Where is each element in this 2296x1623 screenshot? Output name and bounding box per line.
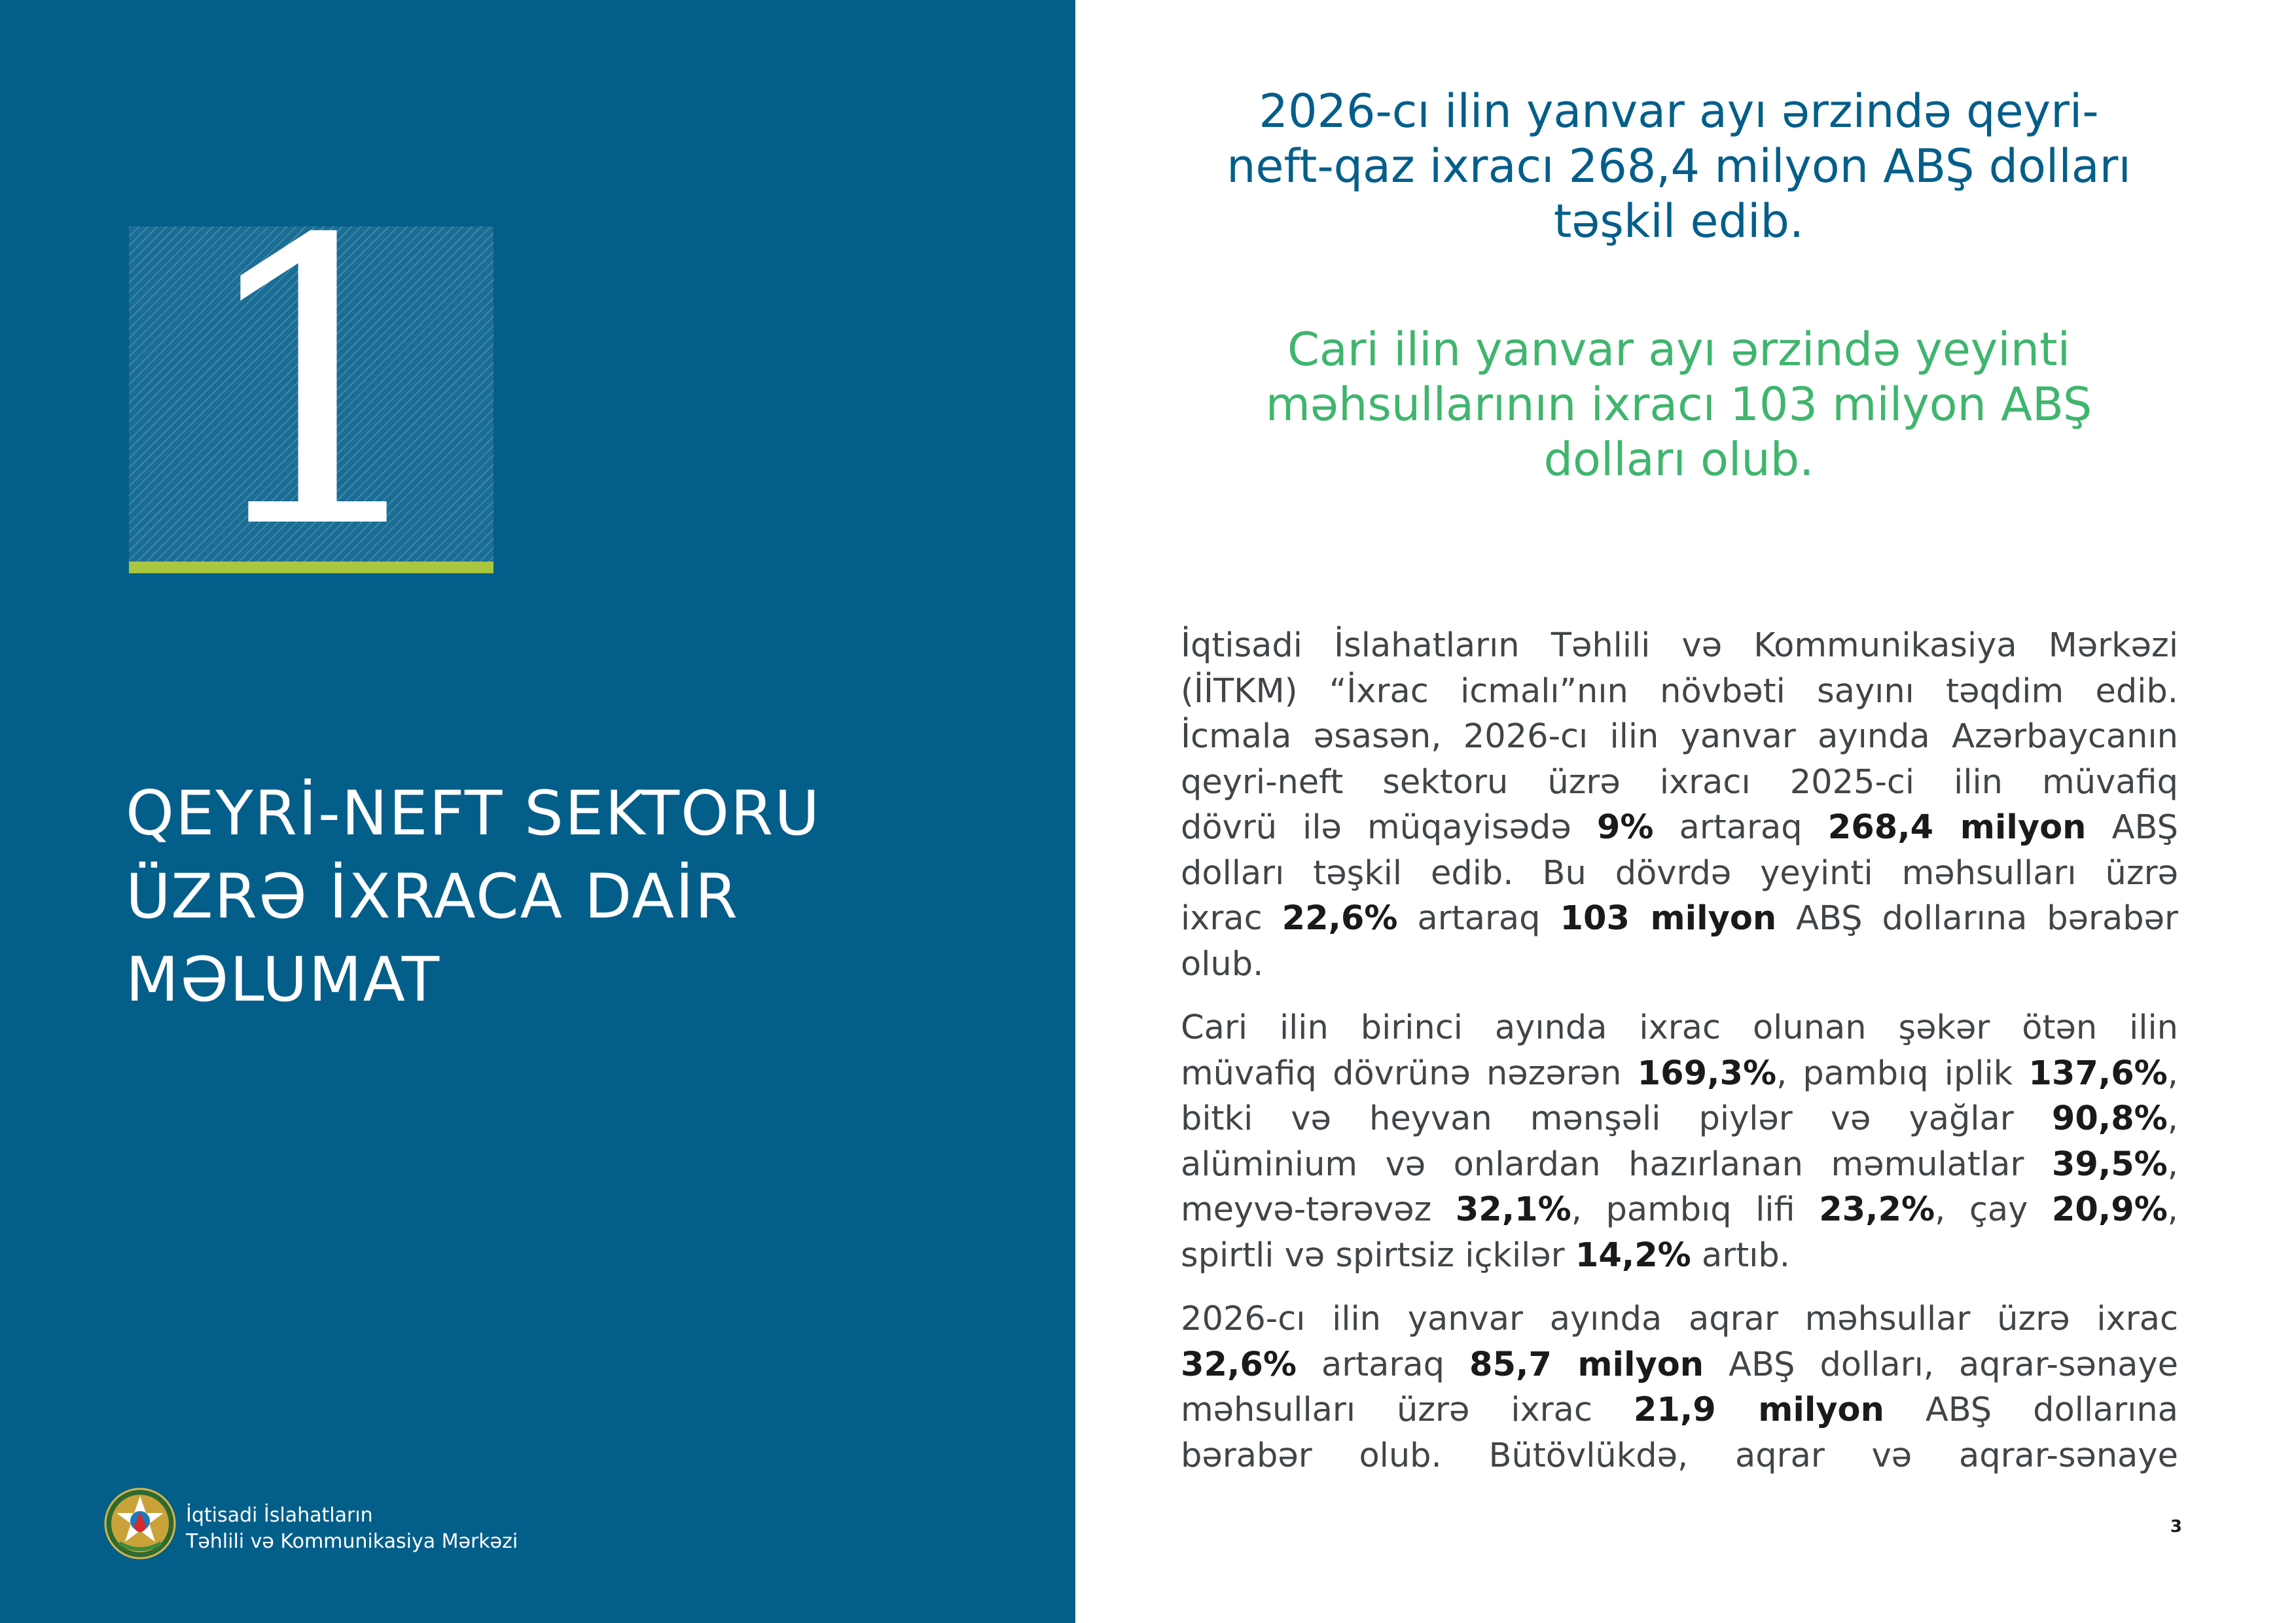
body-text-run: ABŞ dollarına [1884,1391,2179,1429]
headline-line: 2026-cı ilin yanvar ayı ərzində qeyri- [1259,84,2099,138]
highlight-figure: 20,9% [2051,1190,2168,1229]
body-text-run: , [2167,1099,2178,1138]
highlight-figure: 39,5% [2051,1145,2168,1184]
body-text-run: artaraq [1653,808,1828,847]
azerbaijan-emblem-icon [103,1487,177,1560]
body-line [1181,1387,2178,1433]
body-line [1181,942,2178,988]
section-title-line: ÜZRƏ İXRACA DAİR [126,861,739,933]
body-text-run: olub. [1181,944,1264,984]
highlight-figure: 22,6% [1282,899,1398,938]
body-text-run: artaraq [1296,1345,1470,1384]
body-line [1181,1187,2178,1233]
body-text-run: Cari ilin birinci ayında ixrac olunan şəkər ötən ilin [1181,1008,2178,1047]
highlight-figure: 14,2% [1575,1236,1691,1275]
body-text-run: , pambıq lifi [1571,1190,1820,1229]
organization-name [186,1503,518,1555]
body-text-run: , [2167,1145,2178,1184]
body-text-run: meyvə-tərəvəz [1181,1190,1456,1229]
body-text-run: müvafiq dövrünə nəzərən [1181,1054,1638,1093]
body-line [1181,1005,2178,1051]
body-text-run: İqtisadi İslahatların Təhlili və Kommunikasiya Mərkəzi [1181,626,2178,665]
body-text-run: spirtli və spirtsiz içkilər [1181,1236,1575,1275]
organization-name-line: İqtisadi İslahatların [186,1504,373,1527]
body-text-run: ABŞ [2086,808,2178,847]
highlight-figure: 169,3% [1637,1054,1777,1093]
body-line [1181,1296,2178,1342]
highlight-figure: 23,2% [1819,1190,1935,1229]
body-text-run: ixrac [1181,899,1282,938]
highlight-figure: 103 milyon [1560,899,1777,938]
body-text-run: dolları təşkil edib. Bu dövrdə yeyinti məhsulları üzrə [1181,853,2178,893]
headline-food-export [1165,322,2193,487]
highlight-figure: 32,1% [1455,1190,1571,1229]
highlight-figure: 85,7 milyon [1469,1345,1704,1384]
body-text-run: qeyri-neft sektoru üzrə ixracı 2025-ci ilin müvafiq [1181,762,2178,802]
organization-name-line: Təhlili və Kommunikasiya Mərkəzi [186,1530,518,1553]
body-line [1181,896,2178,942]
body-text-run: artaraq [1397,899,1560,938]
body-line [1181,669,2178,715]
headline-line: təşkil edib. [1553,194,1804,248]
body-paragraph [1181,623,2178,987]
body-text-run: 2026-cı ilin yanvar ayında aqrar məhsullar üzrə ixrac [1181,1300,2178,1338]
body-text-run: , pambıq iplik [1776,1054,2029,1093]
body-text-run: ABŞ dolları, aqrar-sənaye [1704,1345,2178,1384]
body-text [1181,623,2178,1497]
body-text-run: , [2167,1190,2179,1229]
highlight-figure: 90,8% [2051,1099,2168,1138]
body-text-run: İcmala əsasən, 2026-cı ilin yanvar ayında Azərbaycanın [1181,717,2178,756]
body-text-run: bərabər olub. Bütövlükdə, aqrar və aqrar-sənaye [1181,1436,2178,1475]
body-line [1181,1142,2178,1188]
section-title [126,772,1042,1022]
highlight-figure: 21,9 milyon [1633,1391,1884,1429]
page-number: 3 [2170,1517,2182,1537]
highlight-figure: 268,4 milyon [1827,808,2087,847]
body-text-run: məhsulları üzrə ixrac [1181,1391,1634,1429]
body-line [1181,623,2178,669]
section-title-line: MƏLUMAT [126,944,441,1016]
body-text-run: alüminium və onlardan hazırlanan məmulatlar [1181,1145,2052,1184]
body-text-run: , çay [1935,1190,2052,1229]
body-line [1181,1233,2178,1279]
body-line [1181,1342,2178,1388]
body-line [1181,1096,2178,1142]
highlight-figure: 137,6% [2028,1054,2168,1093]
highlight-figure: 32,6% [1181,1345,1297,1384]
body-text-run: artıb. [1691,1236,1790,1275]
headline-line: neft-qaz ixracı 268,4 milyon ABŞ dolları [1227,139,2131,193]
body-text-run: dövrü ilə müqayisədə [1181,808,1597,847]
body-line [1181,1051,2178,1097]
headline-line: dolları olub. [1543,433,1814,486]
body-line [1181,805,2178,851]
chapter-number: 1 [192,157,442,615]
body-line [1181,1433,2178,1479]
body-line [1181,851,2178,897]
body-line [1181,760,2178,806]
body-paragraph [1181,1296,2178,1478]
highlight-figure: 9% [1596,808,1654,847]
body-line [1181,714,2178,760]
headline-line: Cari ilin yanvar ayı ərzində yeyinti [1287,323,2071,376]
section-title-line: QEYRİ-NEFT SEKTORU [126,778,821,849]
body-text-run: , [2167,1054,2178,1093]
body-text-run: (İİTKM) “İxrac icmalı”nın növbəti sayını təqdim edib. [1181,671,2178,711]
left-cover-panel [0,0,1075,1623]
headline-line: məhsullarının ixracı 103 milyon ABŞ [1265,378,2092,431]
body-paragraph [1181,1005,2178,1278]
headline-nonoil-export [1165,84,2193,249]
body-text-run: ABŞ dollarına bərabər [1776,899,2178,938]
body-text-run: bitki və heyvan mənşəli piylər və yağlar [1181,1099,2052,1138]
